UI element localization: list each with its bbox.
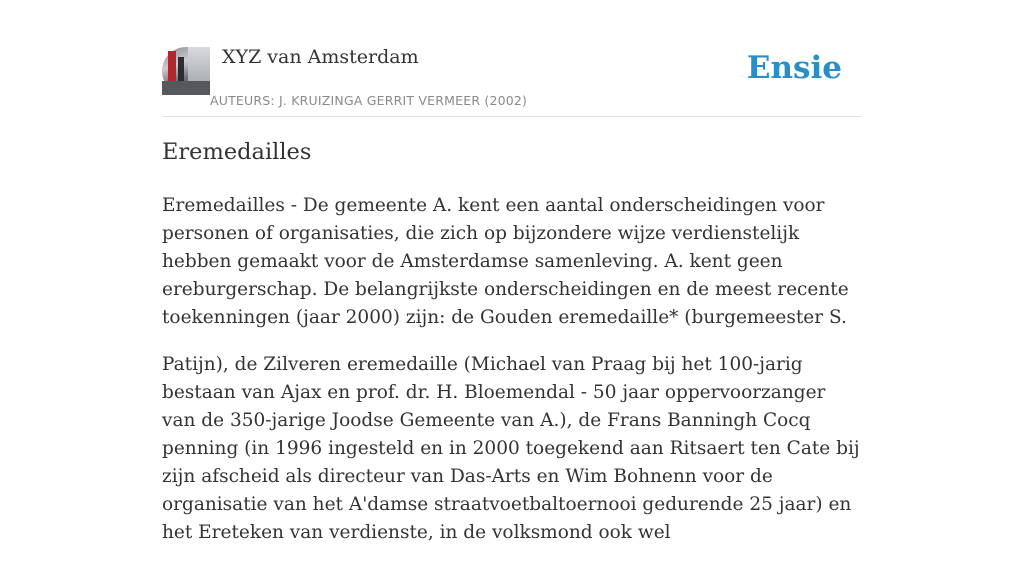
book-cover-avatar[interactable]	[162, 47, 210, 95]
ensie-logo[interactable]: Ensie	[746, 50, 842, 86]
authors-line: AUTEURS: J. KRUIZINGA GERRIT VERMEER (2002)	[210, 93, 528, 108]
entry-title: Eremedailles	[162, 139, 312, 165]
entry-body	[162, 192, 862, 566]
avatar-detail	[162, 81, 210, 95]
book-header	[162, 46, 862, 117]
entry-paragraph: Patijn), de Zilveren eremedaille (Michael van Praag bij het 100-jarig bestaan van Ajax en prof. dr. H. Bloemendal - 50 jaar oppervoorzanger van de 350-jarige Joodse Gemeente van A.), de Frans Banningh Cocq penning (in 1996 ingesteld en in 2000 toegekend aan Ritsaert ten Cate bij zijn afscheid als directeur van Das-Arts en Wim Bohnenn voor de organisatie van het A'damse straatvoetbaltoernooi gedurende 25 jaar) en het Ereteken van verdienste, in de volksmond ook wel	[162, 354, 860, 543]
book-title[interactable]: XYZ van Amsterdam	[222, 46, 419, 68]
entry-paragraph: Eremedailles - De gemeente A. kent een aantal onderscheidingen voor personen of organisaties, die zich op bijzondere wijze verdienstelijk hebben gemaakt voor de Amsterdamse samenleving. A. kent geen ereburgerschap. De belangrijkste onderscheidingen en de meest recente toekenningen (jaar 2000) zijn: de Gouden eremedaille* (burgemeester S.	[162, 195, 849, 328]
